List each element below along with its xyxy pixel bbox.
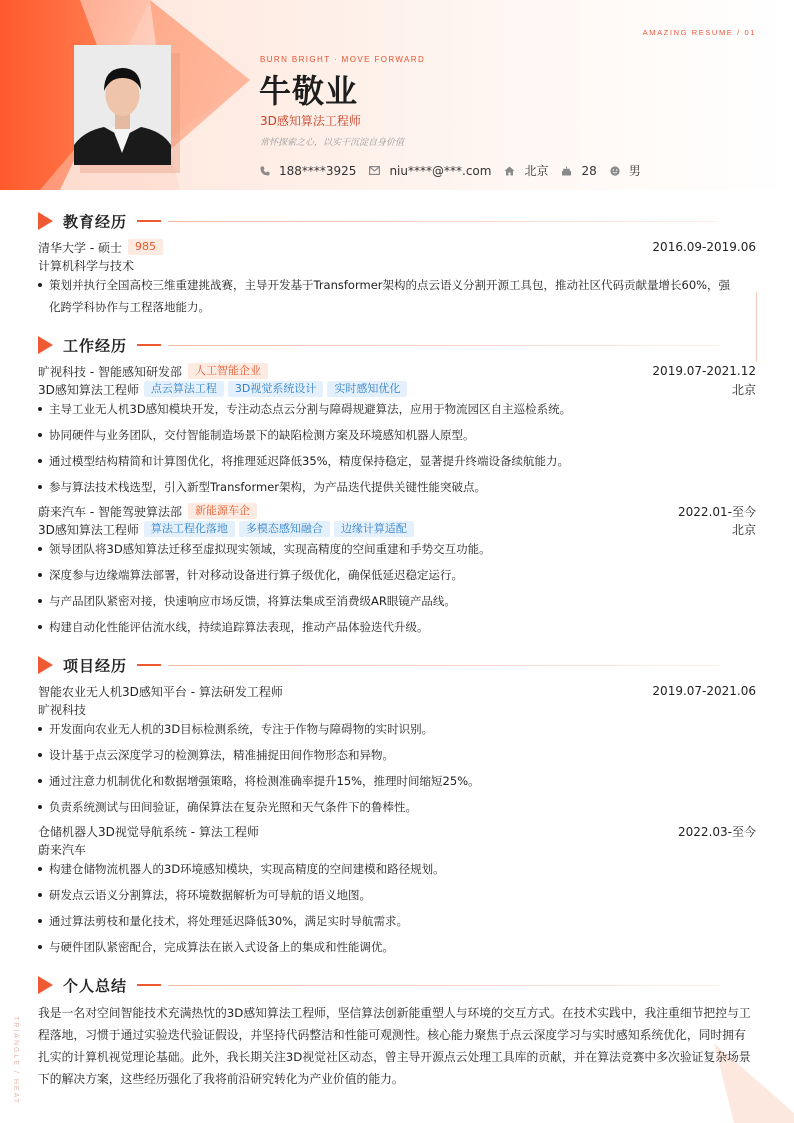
city: 北京	[524, 164, 549, 178]
section-divider	[168, 985, 718, 986]
project-bullet: 通过注意力机制优化和数据增强策略，将检测准确率提升15%，推理时间缩短25%。	[38, 770, 750, 792]
avatar-photo	[74, 45, 171, 165]
section-projects-header	[38, 655, 161, 675]
avatar	[74, 45, 171, 165]
section-triangle-icon	[38, 212, 53, 230]
project-name: 仓储机器人3D视觉导航系统 - 算法工程师	[38, 824, 259, 839]
project-date: 2019.07-2021.06	[652, 684, 756, 698]
phone-number: 188****3925	[279, 163, 357, 178]
skill-tag: 实时感知优化	[327, 381, 407, 397]
job-city: 北京	[731, 382, 756, 397]
skill-tag: 边缘计算适配	[334, 521, 414, 537]
job-row	[38, 502, 756, 520]
skill-tag: 多模态感知融合	[239, 521, 330, 537]
section-title: 工作经历	[63, 336, 128, 355]
project-org: 蔚来汽车	[38, 843, 87, 857]
job-role-row	[38, 520, 756, 538]
project-name: 智能农业无人机3D感知平台 - 算法研发工程师	[38, 684, 283, 699]
person-icon	[74, 45, 171, 165]
contact-gender	[610, 162, 641, 179]
project-bullet: 与硬件团队紧密配合，完成算法在嵌入式设备上的集成和性能调优。	[38, 936, 750, 958]
side-note: TRIANGLE / HEAT	[12, 1016, 19, 1105]
job-role: 3D感知算法工程师	[38, 522, 139, 537]
contact-city	[504, 162, 548, 179]
job-bullet: 领导团队将3D感知算法迁移至虚拟现实领域，实现高精度的空间重建和手势交互功能。	[38, 538, 750, 560]
job-role: 3D感知算法工程师	[38, 382, 139, 397]
project-bullet: 设计基于点云深度学习的检测算法，精准捕捉田间作物形态和异物。	[38, 744, 750, 766]
slogan: BURN BRIGHT · MOVE FORWARD	[260, 55, 426, 64]
age: 28	[581, 163, 597, 178]
company-badge: 新能源车企	[188, 503, 257, 519]
education-row	[38, 238, 756, 256]
job-bullet: 深度参与边缘端算法部署，针对移动设备进行算子级优化，确保低延迟稳定运行。	[38, 564, 750, 586]
job-bullet: 与产品团队紧密对接，快速响应市场反馈，将算法集成至消费级AR眼镜产品线。	[38, 590, 750, 612]
home-icon	[504, 166, 515, 176]
section-title: 个人总结	[63, 976, 128, 995]
section-work-header	[38, 335, 161, 355]
section-triangle-icon	[38, 976, 53, 994]
project-bullet: 通过算法剪枝和量化技术，将处理延迟降低30%，满足实时导航需求。	[38, 910, 750, 932]
motto: 常怀探索之心，以实干沉淀自身价值	[260, 138, 405, 148]
project-row	[38, 682, 756, 700]
job-date: 2022.01-至今	[678, 504, 756, 519]
job-bullet: 通过模型结构精简和计算图优化，将推理延迟降低35%，精度保持稳定，显著提升终端设备续航能力。	[38, 450, 750, 472]
job-role-row	[38, 380, 756, 398]
email-address: niu****@***.com	[389, 163, 492, 178]
skill-tag: 3D视觉系统设计	[228, 381, 323, 397]
section-divider	[168, 665, 718, 666]
section-dash	[137, 220, 161, 222]
section-triangle-icon	[38, 336, 53, 354]
right-accent-line	[756, 292, 757, 362]
school-badge: 985	[128, 239, 163, 255]
summary-text: 我是一名对空间智能技术充满热忱的3D感知算法工程师，坚信算法创新能重塑人与环境的交互方式。在技术实践中，我注重细节把控与工程落地，习惯于通过实验迭代验证假设，并坚持代码整洁和性能可观测性。核心能力聚焦于点云深度学习与实时感知系统优化，同时拥有扎实的计算机视觉理论基础。此外，我长期关注3D视觉社区动态，曾主导开源点云处理工具库的贡献，并在算法竞赛中多次验证复杂场景下的解决方案，这些经历强化了我将前沿研究转化为产业价值的能力。	[38, 1006, 751, 1086]
job-bullet: 主导工业无人机3D感知模块开发，专注动态点云分割与障碍规避算法，应用于物流园区自主巡检系统。	[38, 398, 750, 420]
contact-phone	[260, 164, 356, 178]
smiley-icon	[610, 166, 620, 176]
job-row	[38, 362, 756, 380]
section-title: 项目经历	[63, 656, 128, 675]
project-bullet: 开发面向农业无人机的3D目标检测系统，专注于作物与障碍物的实时识别。	[38, 718, 750, 740]
section-divider	[168, 221, 718, 222]
project-org: 旷视科技	[38, 703, 87, 717]
education-bullet-continued: 化跨学科协作与工程落地能力。	[49, 300, 210, 314]
job-bullet: 构建自动化性能评估流水线，持续追踪算法表现，推动产品体验迭代升级。	[38, 616, 750, 638]
phone-icon	[260, 166, 270, 176]
section-title: 教育经历	[63, 212, 128, 231]
education-date: 2016.09-2019.06	[652, 240, 756, 254]
contact-email	[369, 164, 491, 178]
project-bullet: 负责系统测试与田间验证，确保算法在复杂光照和天气条件下的鲁棒性。	[38, 796, 750, 818]
contact-bar	[260, 162, 654, 179]
gender: 男	[628, 164, 641, 178]
education-bullet: 策划并执行全国高校三维重建挑战赛，主导开发基于Transformer架构的点云语义分割开源工具包，推动社区代码贡献量增长60%，强	[38, 274, 750, 296]
section-education-header	[38, 211, 161, 231]
candidate-name: 牛敬业	[259, 72, 359, 110]
section-dash	[137, 664, 161, 666]
mail-icon	[369, 166, 380, 175]
job-company: 蔚来汽车 - 智能驾驶算法部	[38, 504, 182, 519]
project-bullet: 构建仓储物流机器人的3D环境感知模块，实现高精度的空间建模和路径规划。	[38, 858, 750, 880]
skill-tag: 点云算法工程	[144, 381, 224, 397]
job-date: 2019.07-2021.12	[652, 364, 756, 378]
section-dash	[137, 344, 161, 346]
company-badge: 人工智能企业	[188, 363, 268, 379]
section-divider	[168, 345, 718, 346]
section-triangle-icon	[38, 656, 53, 674]
cake-icon	[561, 166, 572, 176]
project-date: 2022.03-至今	[678, 824, 756, 839]
section-dash	[137, 984, 161, 986]
job-bullet: 协同硬件与业务团队，交付智能制造场景下的缺陷检测方案及环境感知机器人原型。	[38, 424, 750, 446]
job-city: 北京	[731, 522, 756, 537]
major: 计算机科学与技术	[38, 259, 135, 273]
contact-age	[561, 164, 596, 178]
resume-tag: AMAZING RESUME / 01	[642, 28, 756, 37]
project-bullet: 研发点云语义分割算法，将环境数据解析为可导航的语义地图。	[38, 884, 750, 906]
job-company: 旷视科技 - 智能感知研发部	[38, 364, 182, 379]
job-title: 3D感知算法工程师	[260, 114, 361, 128]
section-summary-header	[38, 975, 161, 995]
job-bullet: 参与算法技术栈选型，引入新型Transformer架构，为产品迭代提供关键性能突破点。	[38, 476, 750, 498]
school: 清华大学 - 硕士	[38, 240, 122, 255]
project-row	[38, 822, 756, 840]
skill-tag: 算法工程化落地	[144, 521, 235, 537]
